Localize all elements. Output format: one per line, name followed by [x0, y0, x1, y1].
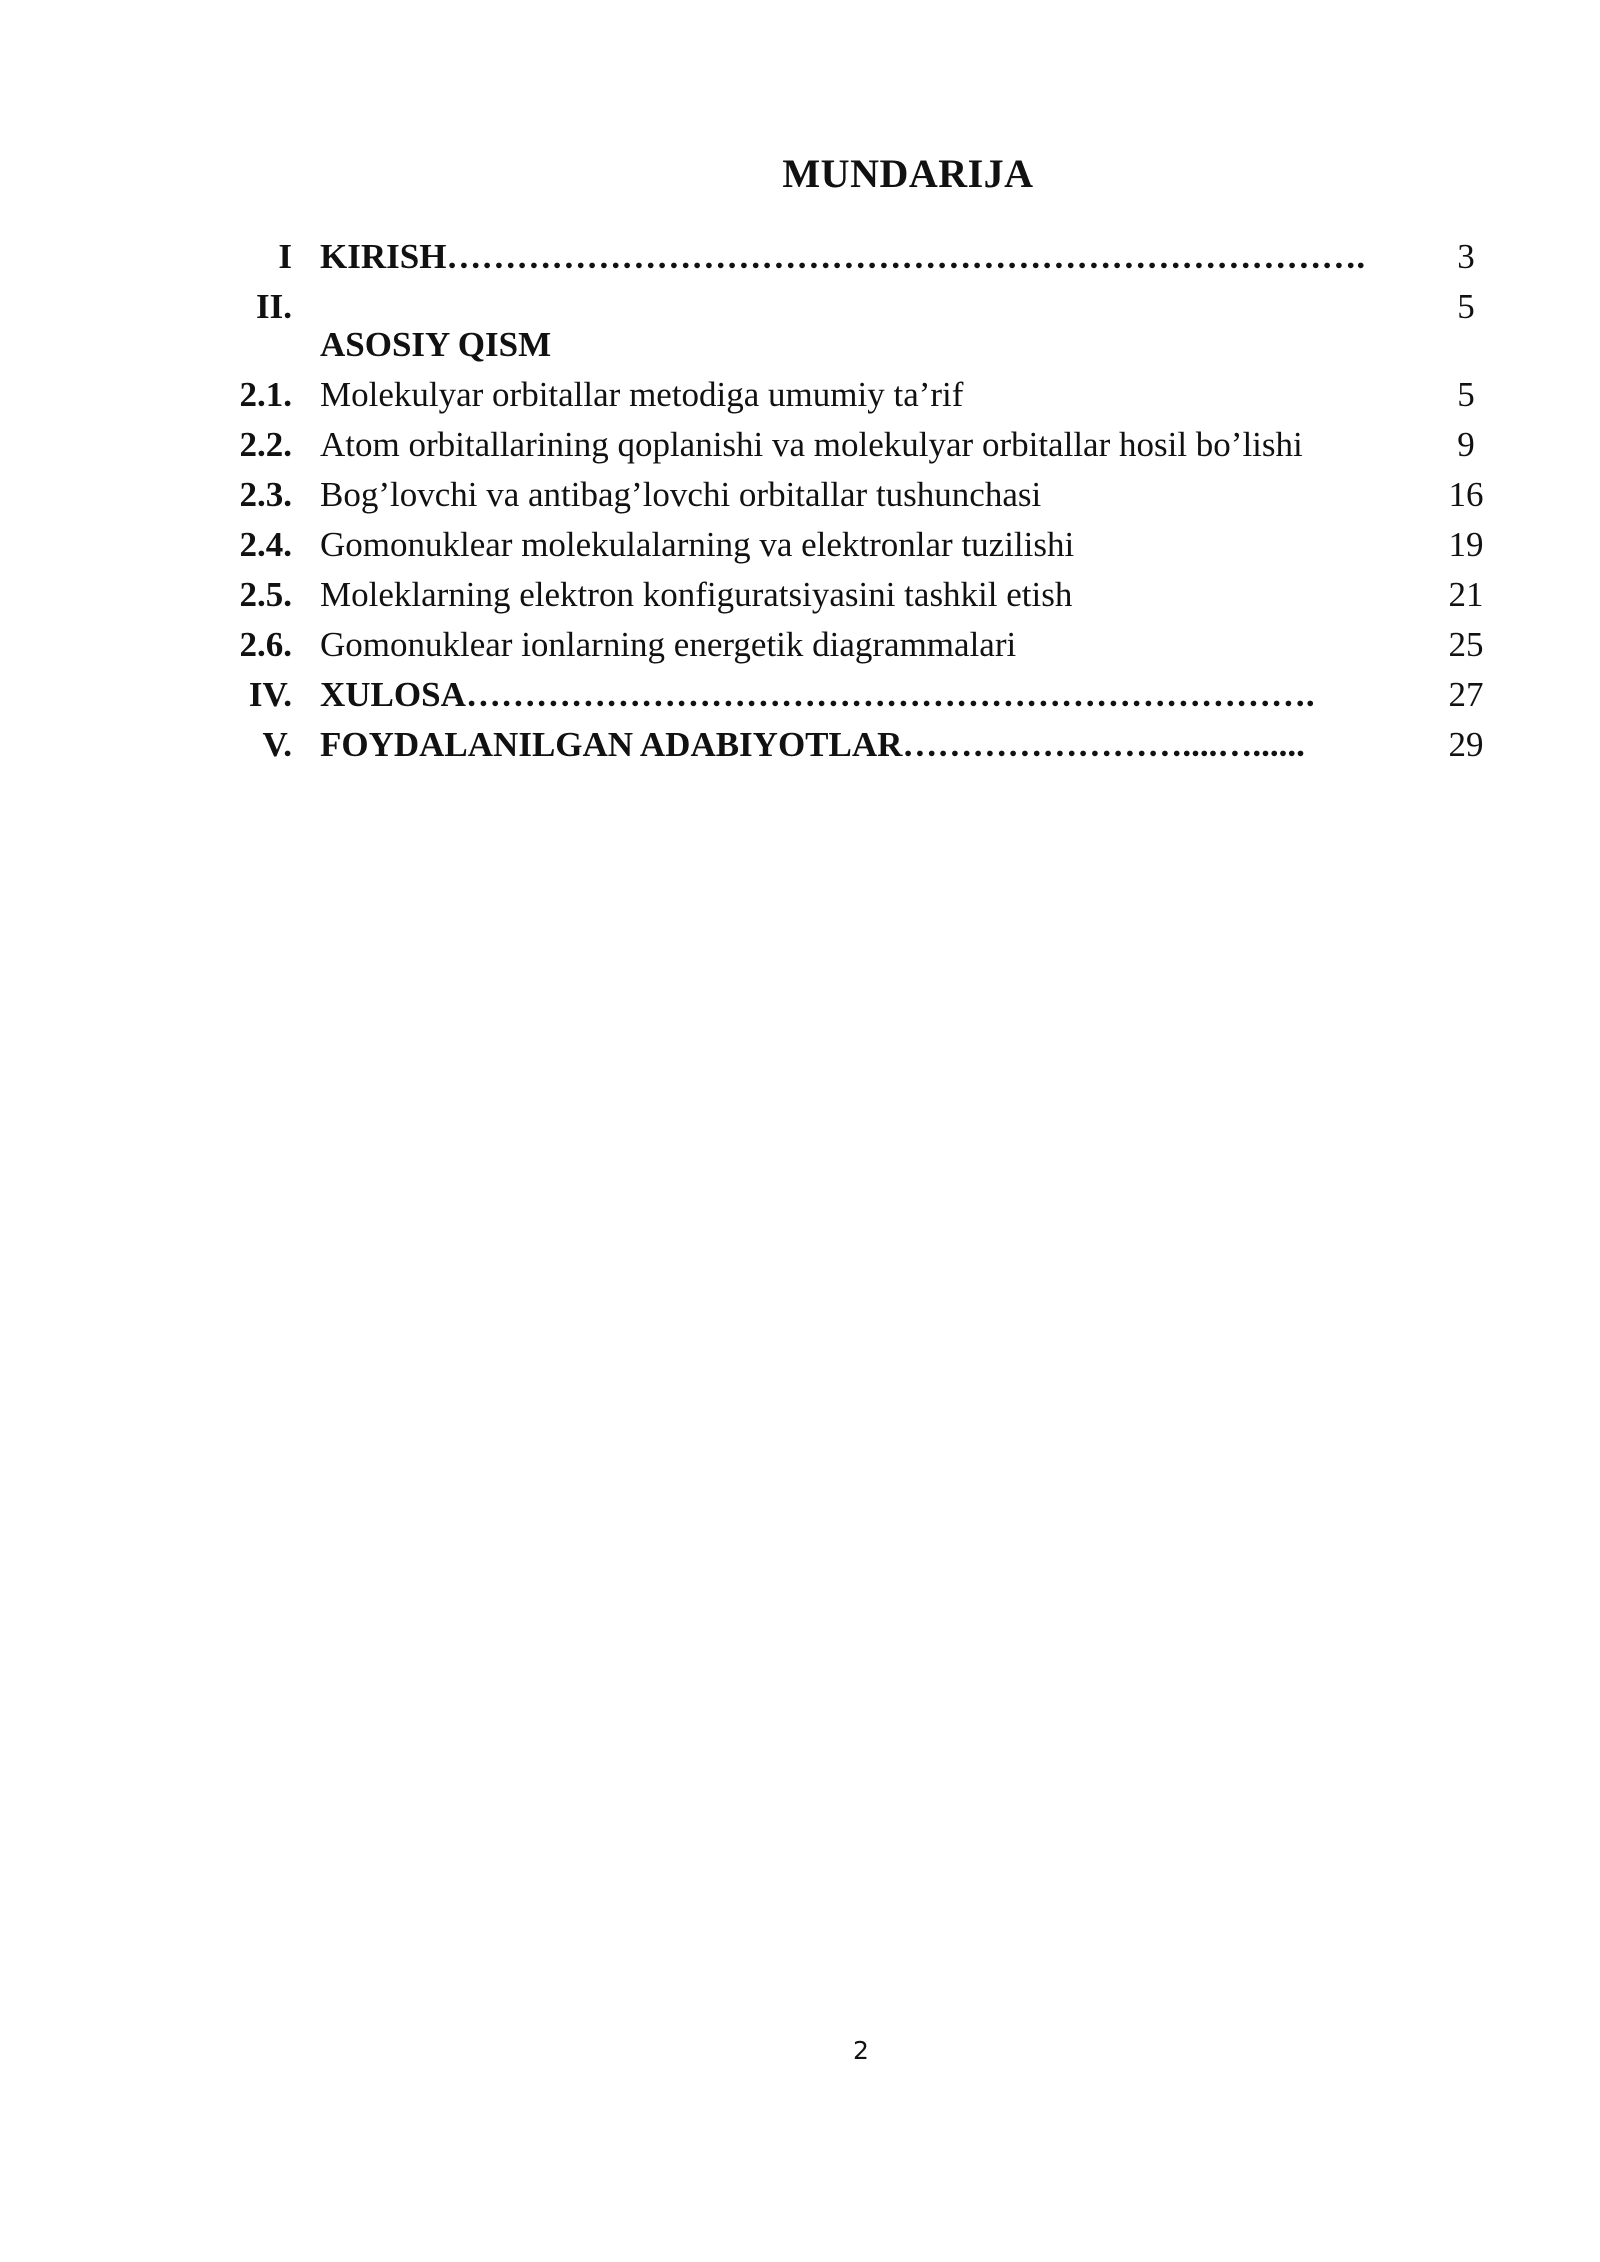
- toc-number: IV.: [248, 675, 292, 714]
- page-footer-number: 2: [853, 2036, 869, 2065]
- toc-page-number: 21: [1448, 575, 1484, 614]
- toc-entry-title: FOYDALANILGAN ADABIYOTLAR……………………....…......: [320, 725, 1305, 764]
- toc-page-number: 9: [1457, 425, 1475, 464]
- toc-entry-title: Moleklarning elektron konfiguratsiyasini tashkil etish: [320, 575, 1073, 614]
- toc-number: 2.3.: [239, 475, 292, 514]
- toc-row-2-3: [0, 470, 1600, 520]
- toc-row-2-1: [0, 370, 1600, 420]
- toc-entry-title: Bog’lovchi va antibag’lovchi orbitallar tushunchasi: [320, 475, 1042, 514]
- toc-page-number: 29: [1448, 725, 1484, 764]
- toc-row-2-6: [0, 620, 1600, 670]
- toc-row-conclusion: [0, 670, 1600, 720]
- toc-entry-title: Atom orbitallarining qoplanishi va molekulyar orbitallar hosil bo’lishi: [320, 425, 1303, 464]
- toc-entry-title: KIRISH…………………………………………………………………….: [320, 237, 1366, 276]
- toc-number: I: [278, 237, 292, 276]
- toc-entry-title: Gomonuklear molekulalarning va elektronlar tuzilishi: [320, 525, 1075, 564]
- toc-number: 2.2.: [239, 425, 292, 464]
- toc-page-number: 3: [1457, 237, 1475, 276]
- toc-row-introduction: [0, 232, 1600, 282]
- toc-row-2-4: [0, 520, 1600, 570]
- toc-entry-title: ASOSIY QISM: [320, 325, 552, 364]
- toc-page-number: 27: [1448, 675, 1484, 714]
- toc-number: 2.5.: [239, 575, 292, 614]
- toc-page-number: 16: [1448, 475, 1484, 514]
- toc-page-number: 19: [1448, 525, 1484, 564]
- toc-page-number: 5: [1457, 287, 1475, 326]
- toc-number: 2.1.: [239, 375, 292, 414]
- table-of-contents: [0, 232, 1600, 770]
- toc-row-main-part: [0, 282, 1600, 370]
- toc-number: 2.6.: [239, 625, 292, 664]
- toc-row-2-2: [0, 420, 1600, 470]
- toc-row-2-5: [0, 570, 1600, 620]
- toc-number: II.: [256, 287, 292, 326]
- toc-entry-title: Molekulyar orbitallar metodiga umumiy ta’rif: [320, 375, 964, 414]
- toc-page-number: 25: [1448, 625, 1484, 664]
- toc-number: 2.4.: [239, 525, 292, 564]
- toc-page-number: 5: [1457, 375, 1475, 414]
- toc-number: V.: [262, 725, 292, 764]
- page-title: MUNDARIJA: [782, 151, 1034, 196]
- toc-entry-title: XULOSA……………………………………………………………….: [320, 675, 1315, 714]
- toc-entry-title: Gomonuklear ionlarning energetik diagrammalari: [320, 625, 1017, 664]
- toc-row-references: [0, 720, 1600, 770]
